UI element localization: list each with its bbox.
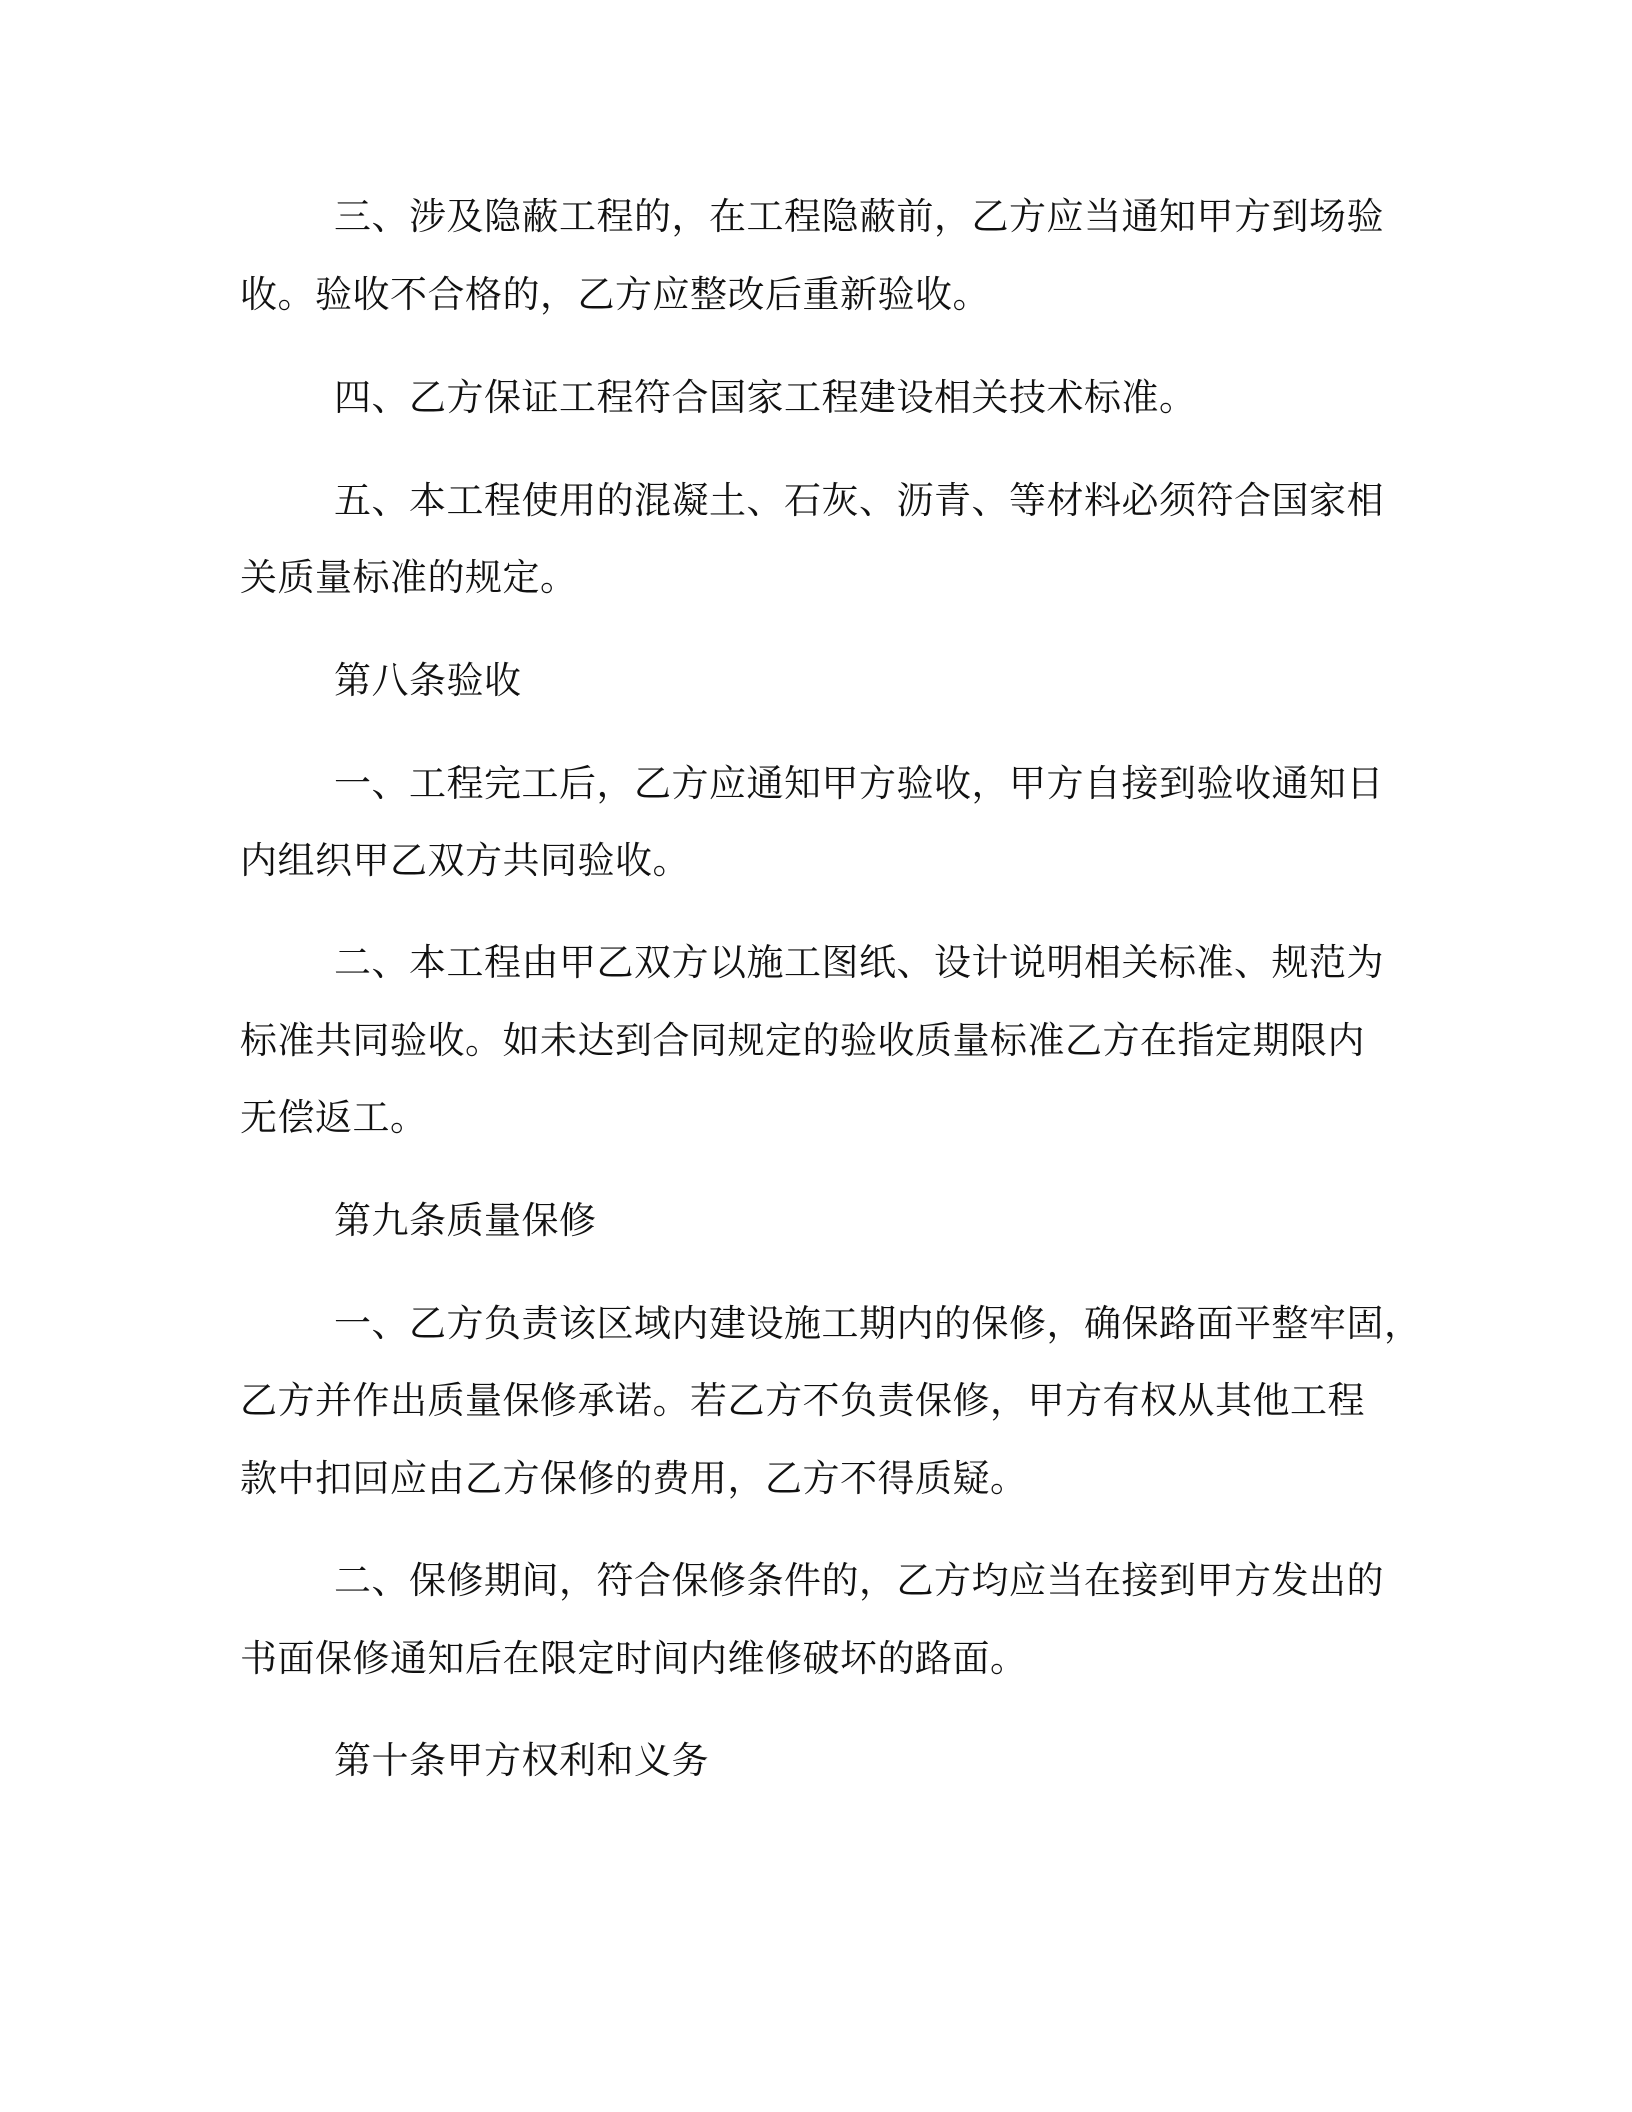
article-8-item-1-line-2: 内组织甲乙双方共同验收。 bbox=[240, 839, 690, 882]
article-8-item-2-line-1: 二、本工程由甲乙双方以施工图纸、设计说明相关标准、规范为 bbox=[334, 941, 1384, 984]
paragraph-3-line-1: 三、涉及隐蔽工程的，在工程隐蔽前，乙方应当通知甲方到场验 bbox=[334, 195, 1384, 238]
article-9-item-1-line-1: 一、乙方负责该区域内建设施工期内的保修，确保路面平整牢固， bbox=[334, 1302, 1422, 1345]
article-9-item-2-line-2: 书面保修通知后在限定时间内维修破坏的路面。 bbox=[240, 1637, 1028, 1680]
paragraph-5-line-2: 关质量标准的规定。 bbox=[240, 556, 578, 599]
article-10-heading: 第十条甲方权利和义务 bbox=[334, 1739, 709, 1782]
article-8-item-2-line-2: 标准共同验收。如未达到合同规定的验收质量标准乙方在指定期限内 bbox=[240, 1019, 1365, 1062]
paragraph-4-line-1: 四、乙方保证工程符合国家工程建设相关技术标准。 bbox=[334, 376, 1197, 419]
article-9-item-1-line-2: 乙方并作出质量保修承诺。若乙方不负责保修，甲方有权从其他工程 bbox=[240, 1379, 1365, 1422]
article-9-item-1-line-3: 款中扣回应由乙方保修的费用，乙方不得质疑。 bbox=[240, 1457, 1028, 1500]
article-8-item-1-line-1: 一、工程完工后，乙方应通知甲方验收，甲方自接到验收通知日 bbox=[334, 762, 1384, 805]
article-9-item-2-line-1: 二、保修期间，符合保修条件的，乙方均应当在接到甲方发出的 bbox=[334, 1559, 1384, 1602]
article-9-heading: 第九条质量保修 bbox=[334, 1199, 597, 1242]
article-8-item-2-line-3: 无偿返工。 bbox=[240, 1096, 428, 1139]
paragraph-5-line-1: 五、本工程使用的混凝土、石灰、沥青、等材料必须符合国家相 bbox=[334, 479, 1384, 522]
article-8-heading: 第八条验收 bbox=[334, 659, 522, 702]
paragraph-3-line-2: 收。验收不合格的，乙方应整改后重新验收。 bbox=[240, 273, 990, 316]
